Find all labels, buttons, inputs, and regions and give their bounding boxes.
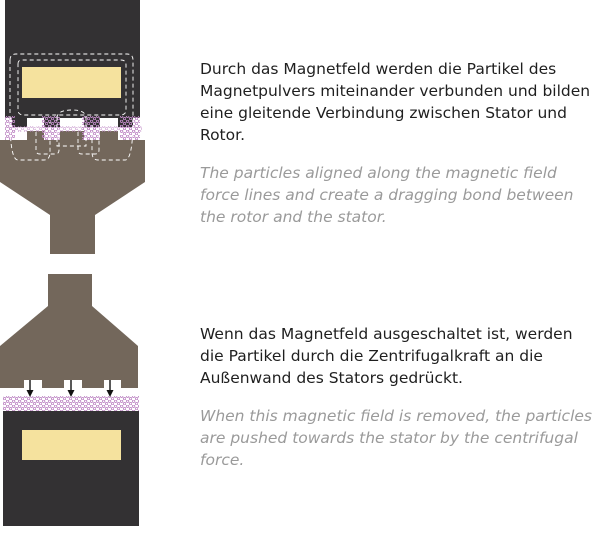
magnetic-particles-bottom (3, 396, 139, 413)
stator-bottom (3, 411, 139, 526)
caption-field-on-english: The particles aligned along the magnetic field force lines and create a dragging bond between the rotor and the stator. (200, 164, 574, 226)
caption-field-off-english: When this magnetic field is removed, the particles are pushed towards the stator by the centrifugal force. (200, 407, 592, 469)
stator-top (5, 0, 140, 127)
caption-field-off-german: Wenn das Magnetfeld ausgeschaltet ist, werden die Partikel durch die Zentrifugalkraft an die Außenwand des Stators gedrückt. (200, 325, 573, 387)
rotor-bottom (0, 274, 138, 388)
bottom-state-field-off (0, 274, 139, 526)
coil-bottom (22, 430, 121, 460)
caption-field-on-german: Durch das Magnetfeld werden die Partikel des Magnetpulvers miteinander verbunden und bilden eine gleitende Verbindung zwischen Stator und Rotor. (200, 60, 591, 144)
magnetic-powder-diagram (0, 0, 145, 536)
rotor-top (0, 131, 145, 254)
top-state-field-on (0, 0, 145, 254)
coil-top (22, 67, 121, 98)
caption-field-off (200, 323, 595, 471)
caption-field-on (200, 58, 595, 228)
